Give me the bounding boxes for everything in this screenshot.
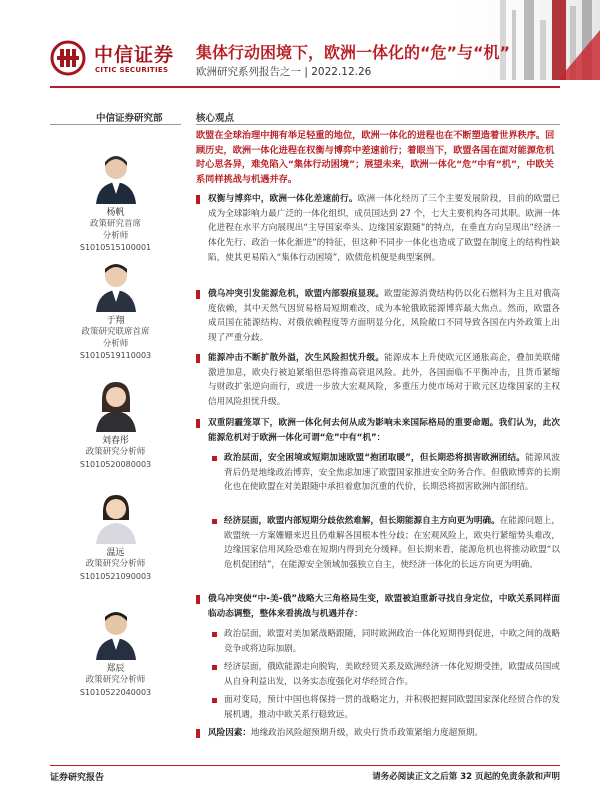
- sub-point-text: 政治层面，欧盟对美加紧战略跟随，同时欧洲政治一体化短期得到促进，中欧之间的战略竞争或将边际加剧。: [224, 629, 560, 654]
- footer-report-type: 证券研究报告: [50, 773, 105, 783]
- report-title: 集体行动困境下，欧洲一体化的“危”与“机”: [196, 43, 511, 62]
- analyst-photo: [92, 258, 140, 312]
- sub-bullet-icon: [212, 698, 217, 703]
- sub-point-text: 政治层面，安全困境或短期加速欧盟“抱团取暖”，但长期恐将损害欧洲团结。能源风波背后仍是地缘政治博弈，安全焦虑加速了欧盟国家推进安全防务合作。但俄欧博弈的长期化也在使欧盟在对美跟随中承担着愈加沉重的代价，长期恐将损害欧洲内部团结。: [224, 453, 560, 493]
- sub-point: [208, 451, 560, 495]
- sub-point: [208, 660, 560, 689]
- risk-factors-text: 风险因素：地缘政治风险超预期升级，欧央行货币政策紧缩力度超预期。: [208, 728, 484, 738]
- analyst-photo: [92, 150, 140, 204]
- analyst-role-secondary: 分析师: [102, 230, 129, 241]
- footer-disclaimer-note: 请务必阅读正文之后第 32 页起的免责条款和声明: [372, 772, 560, 782]
- analyst-name: 于翔: [106, 316, 125, 326]
- bullet-marker-icon: [196, 729, 200, 738]
- analyst-photo: [92, 378, 140, 432]
- analyst-name: 郑辰: [106, 664, 125, 674]
- analyst-card: [50, 258, 181, 362]
- analyst-role: 政策研究首席: [89, 219, 141, 229]
- analyst-name: 杨帆: [106, 208, 125, 218]
- key-point-text: 俄乌冲突引发能源危机，欧盟内部裂痕显现。欧盟能源消费结构仍以化石燃料为主且对俄高度依赖，其中天然气因贸易格局短期难改，成为本轮俄欧能源博弈最大焦点。然而，欧盟各成员国在能源结构、对俄依赖程度等方面明显分化，风险敞口不同导致各国在内外政策上出现了严重分歧。: [208, 289, 560, 344]
- sub-point: [208, 627, 560, 656]
- bullet-marker-icon: [196, 354, 200, 363]
- sub-point: [208, 693, 560, 722]
- analyst-cert-number: S1010521090003: [79, 571, 152, 581]
- sidebar-title: 中信证券研究部: [96, 113, 163, 124]
- report-header: [0, 0, 600, 100]
- analyst-role: 政策研究分析师: [85, 675, 146, 685]
- logo-english-name: CITIC SECURITIES: [95, 66, 169, 74]
- analyst-card: [50, 378, 181, 470]
- analyst-role-secondary: 分析师: [102, 338, 129, 349]
- bullet-marker-icon: [196, 290, 200, 299]
- analyst-card: [50, 606, 181, 698]
- logo-chinese-name: 中信证券: [94, 44, 175, 66]
- main-section-title: 核心观点: [196, 113, 235, 124]
- analyst-cert-number: S1010520080003: [79, 459, 152, 469]
- sub-point-text: 经济层面，欧盟内部短期分歧依然难解，但长期能源自主方向更为明确。在能源问题上，欧盟统一方案姗姗来迟且仍难解各国根本性分歧；在宏观风险上，欧央行紧缩势头难改，边缘国家信用风险恐难在短期内得到充分缓释。但长期来看，能源危机也将推动欧盟“以危机促团结”，在能源安全领域加强独立自主，使经济一体化的长远方向更为明确。: [224, 516, 560, 571]
- analyst-cert-number: S1010515100001: [79, 243, 152, 252]
- key-point: [196, 192, 560, 266]
- key-point-text: 能源冲击不断扩散外溢，次生风险担忧升级。能源成本上升使欧元区通胀高企，叠加美联储激进加息，欧央行被迫紧缩但恐将推高衰退风险。此外，各国面临不平衡冲击，且货币紧缩与财政扩张逆向而行，或进一步放大宏观风险，多重压力使市场对于欧元区边缘国家的主权信用风险担忧升级。: [208, 353, 560, 408]
- key-point: [196, 416, 560, 445]
- key-point-text: 双重阴霾笼罩下，欧洲一体化何去何从成为影响未来国际格局的重要命题。我们认为，此次能源危机对于欧洲一体化可谓“危”中有“机”：: [208, 418, 560, 443]
- analyst-role: 政策研究分析师: [85, 559, 146, 569]
- key-point: [196, 287, 560, 346]
- bullet-marker-icon: [196, 595, 200, 604]
- key-point: [196, 592, 560, 621]
- risk-factors: [196, 726, 560, 741]
- bullet-marker-icon: [196, 419, 200, 428]
- sub-point-text: 经济层面，俄欧能源走向脱钩，美欧经贸关系及欧洲经济一体化短期受挫，欧盟成员国或从自身利益出发，以务实态度强化对华经贸合作。: [224, 662, 560, 687]
- report-subtitle: 欧洲研究系列报告之一 | 2022.12.26: [196, 66, 372, 78]
- sub-bullet-icon: [212, 519, 217, 524]
- main-divider: [196, 124, 560, 125]
- header-divider: [50, 86, 560, 88]
- sub-point-text: 面对变局，预计中国也将保持一贯的战略定力，并积极把握同欧盟国家深化经贸合作的发展机遇，推动中欧关系行稳致远。: [224, 695, 560, 720]
- citic-logo-icon: [50, 40, 86, 76]
- analyst-cert-number: S1010522040003: [79, 687, 152, 697]
- analyst-photo: [92, 490, 140, 544]
- analyst-name: 温远: [106, 548, 125, 558]
- analyst-role: 政策研究联席首席: [81, 327, 150, 337]
- sidebar-divider: [50, 124, 181, 125]
- analyst-name: 刘春彤: [101, 436, 129, 446]
- analyst-photo: [92, 606, 140, 660]
- sub-bullet-icon: [212, 632, 217, 637]
- analyst-cert-number: S1010519110003: [79, 351, 152, 360]
- key-point-text: 权衡与博弈中，欧洲一体化差速前行。欧洲一体化经历了三个主要发展阶段，目前的欧盟已成为全球影响力最广泛的一体化组织，成员国达到 27 个，七大主要机构各司其职。欧洲一体化进程在水平方向展现出“主导国家牵头、边缘国家跟随”的特点，在垂直方向呈现出“经济一体化先行、政治一体化渐进”的特征，但这种不同步一体化也造成了欧盟在制度上的结构性缺陷，使其更易陷入“集体行动困境”，欧债危机便是典型案例。: [208, 194, 560, 263]
- sub-bullet-icon: [212, 456, 217, 461]
- bullet-marker-icon: [196, 195, 200, 204]
- analyst-role: 政策研究分析师: [85, 447, 146, 457]
- analyst-card: [50, 490, 181, 582]
- footer-divider: [50, 765, 560, 766]
- key-point-text: 俄乌冲突使“中-美-俄”战略大三角格局生变，欧盟被迫重新寻找自身定位，中欧关系同样面临动态调整，整体来看挑战与机遇并存：: [208, 594, 560, 619]
- sub-bullet-icon: [212, 665, 217, 670]
- lead-summary: 欧盟在全球治理中拥有举足轻重的地位，欧洲一体化的进程也在不断塑造着世界秩序。回顾历史，欧洲一体化进程在权衡与博弈中差速前行；着眼当下，欧盟各国在面对能源危机时心思各异，难免陷入“集体行动困境”；展望未来，欧洲一体化“危”中有“机”，中欧关系同样挑战与机遇并存。: [196, 130, 555, 185]
- analyst-card: [50, 150, 181, 254]
- key-point: [196, 351, 560, 410]
- sub-point: [208, 514, 560, 573]
